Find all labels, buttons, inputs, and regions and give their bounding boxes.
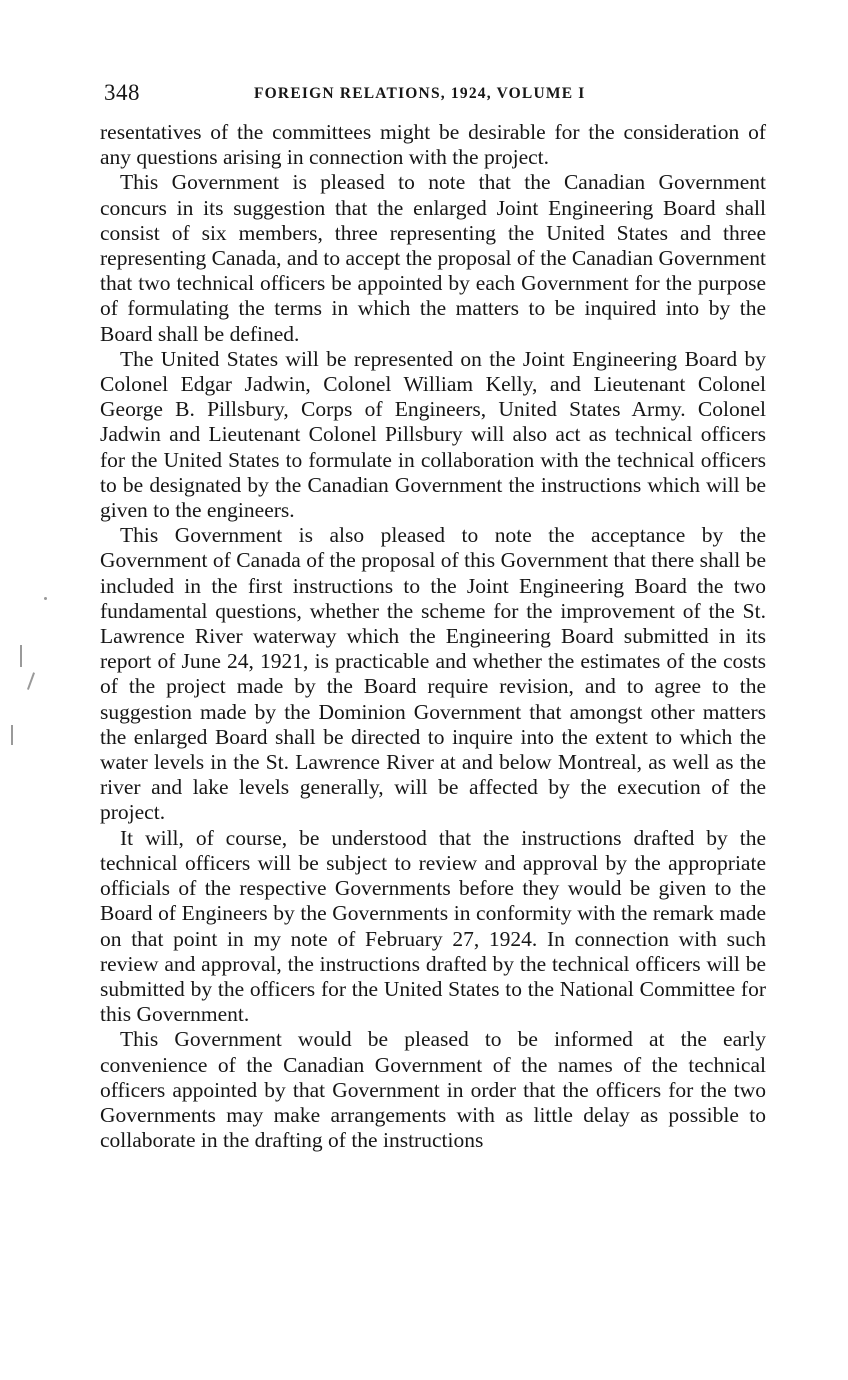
margin-scan-mark [20,645,22,667]
paragraph-fundamental-questions: This Government is also pleased to note the acceptance by the Government of Canada of the proposal of this Government that there shall be included in the first instructions to the Joint Engineering Board the two fundamental questions, whether the scheme for the improvement of the St. Lawrence River waterway which the Engineering Board submitted in its report of June 24, 1921, is practicable and whether the estimates of the costs of the project made by the Board require revision, and to agree to the suggestion made by the Dominion Government that amongst other matters the enlarged Board shall be directed to inquire into the extent to which the water levels in the St. Lawrence River at and below Montreal, as well as the river and lake levels generally, will be affected by the execution of the project. [100,523,766,825]
running-title: FOREIGN RELATIONS, 1924, VOLUME I [254,85,586,102]
body-text [100,120,766,1153]
paragraph-joint-board-composition: This Government is pleased to note that the Canadian Government concurs in its suggestion that the enlarged Joint Engineering Board shall consist of six members, three representing the United States and three representing Canada, and to accept the proposal of the Canadian Government that two technical officers be appointed by each Government for the purpose of formulating the terms in which the matters to be inquired into by the Board shall be defined. [100,170,766,346]
paragraph-review-approval: It will, of course, be understood that the instructions drafted by the technical officers will be subject to review and approval by the appropriate officials of the respective Governments before they would be given to the Board of Engineers by the Governments in conformity with the remark made on that point in my note of February 27, 1924. In connection with such review and approval, the instructions drafted by the technical officers will be submitted by the officers for the United States to the National Committee for this Government. [100,825,766,1027]
page-header [104,80,766,110]
margin-scan-mark [44,597,47,600]
page-number: 348 [104,80,140,105]
paragraph-request-names: This Government would be pleased to be informed at the early convenience of the Canadian Government of the names of the technical officers appointed by that Government in order that the officers for the two Governments may make arrangements with as little delay as possible to collaborate in the drafting of the instructions [100,1027,766,1153]
margin-scan-mark [11,725,13,745]
paragraph-us-representatives: The United States will be represented on the Joint Engineering Board by Colonel Edgar Jadwin, Colonel William Kelly, and Lieutenant Colonel George B. Pillsbury, Corps of Engineers, United States Army. Colonel Jadwin and Lieutenant Colonel Pillsbury will also act as technical officers for the United States to formulate in collaboration with the technical officers to be designated by the Canadian Government the instructions which will be given to the engineers. [100,346,766,523]
margin-scan-mark [27,672,35,689]
paragraph-continuation: resentatives of the committees might be desirable for the consideration of any questions arising in connection with the project. [100,120,766,170]
